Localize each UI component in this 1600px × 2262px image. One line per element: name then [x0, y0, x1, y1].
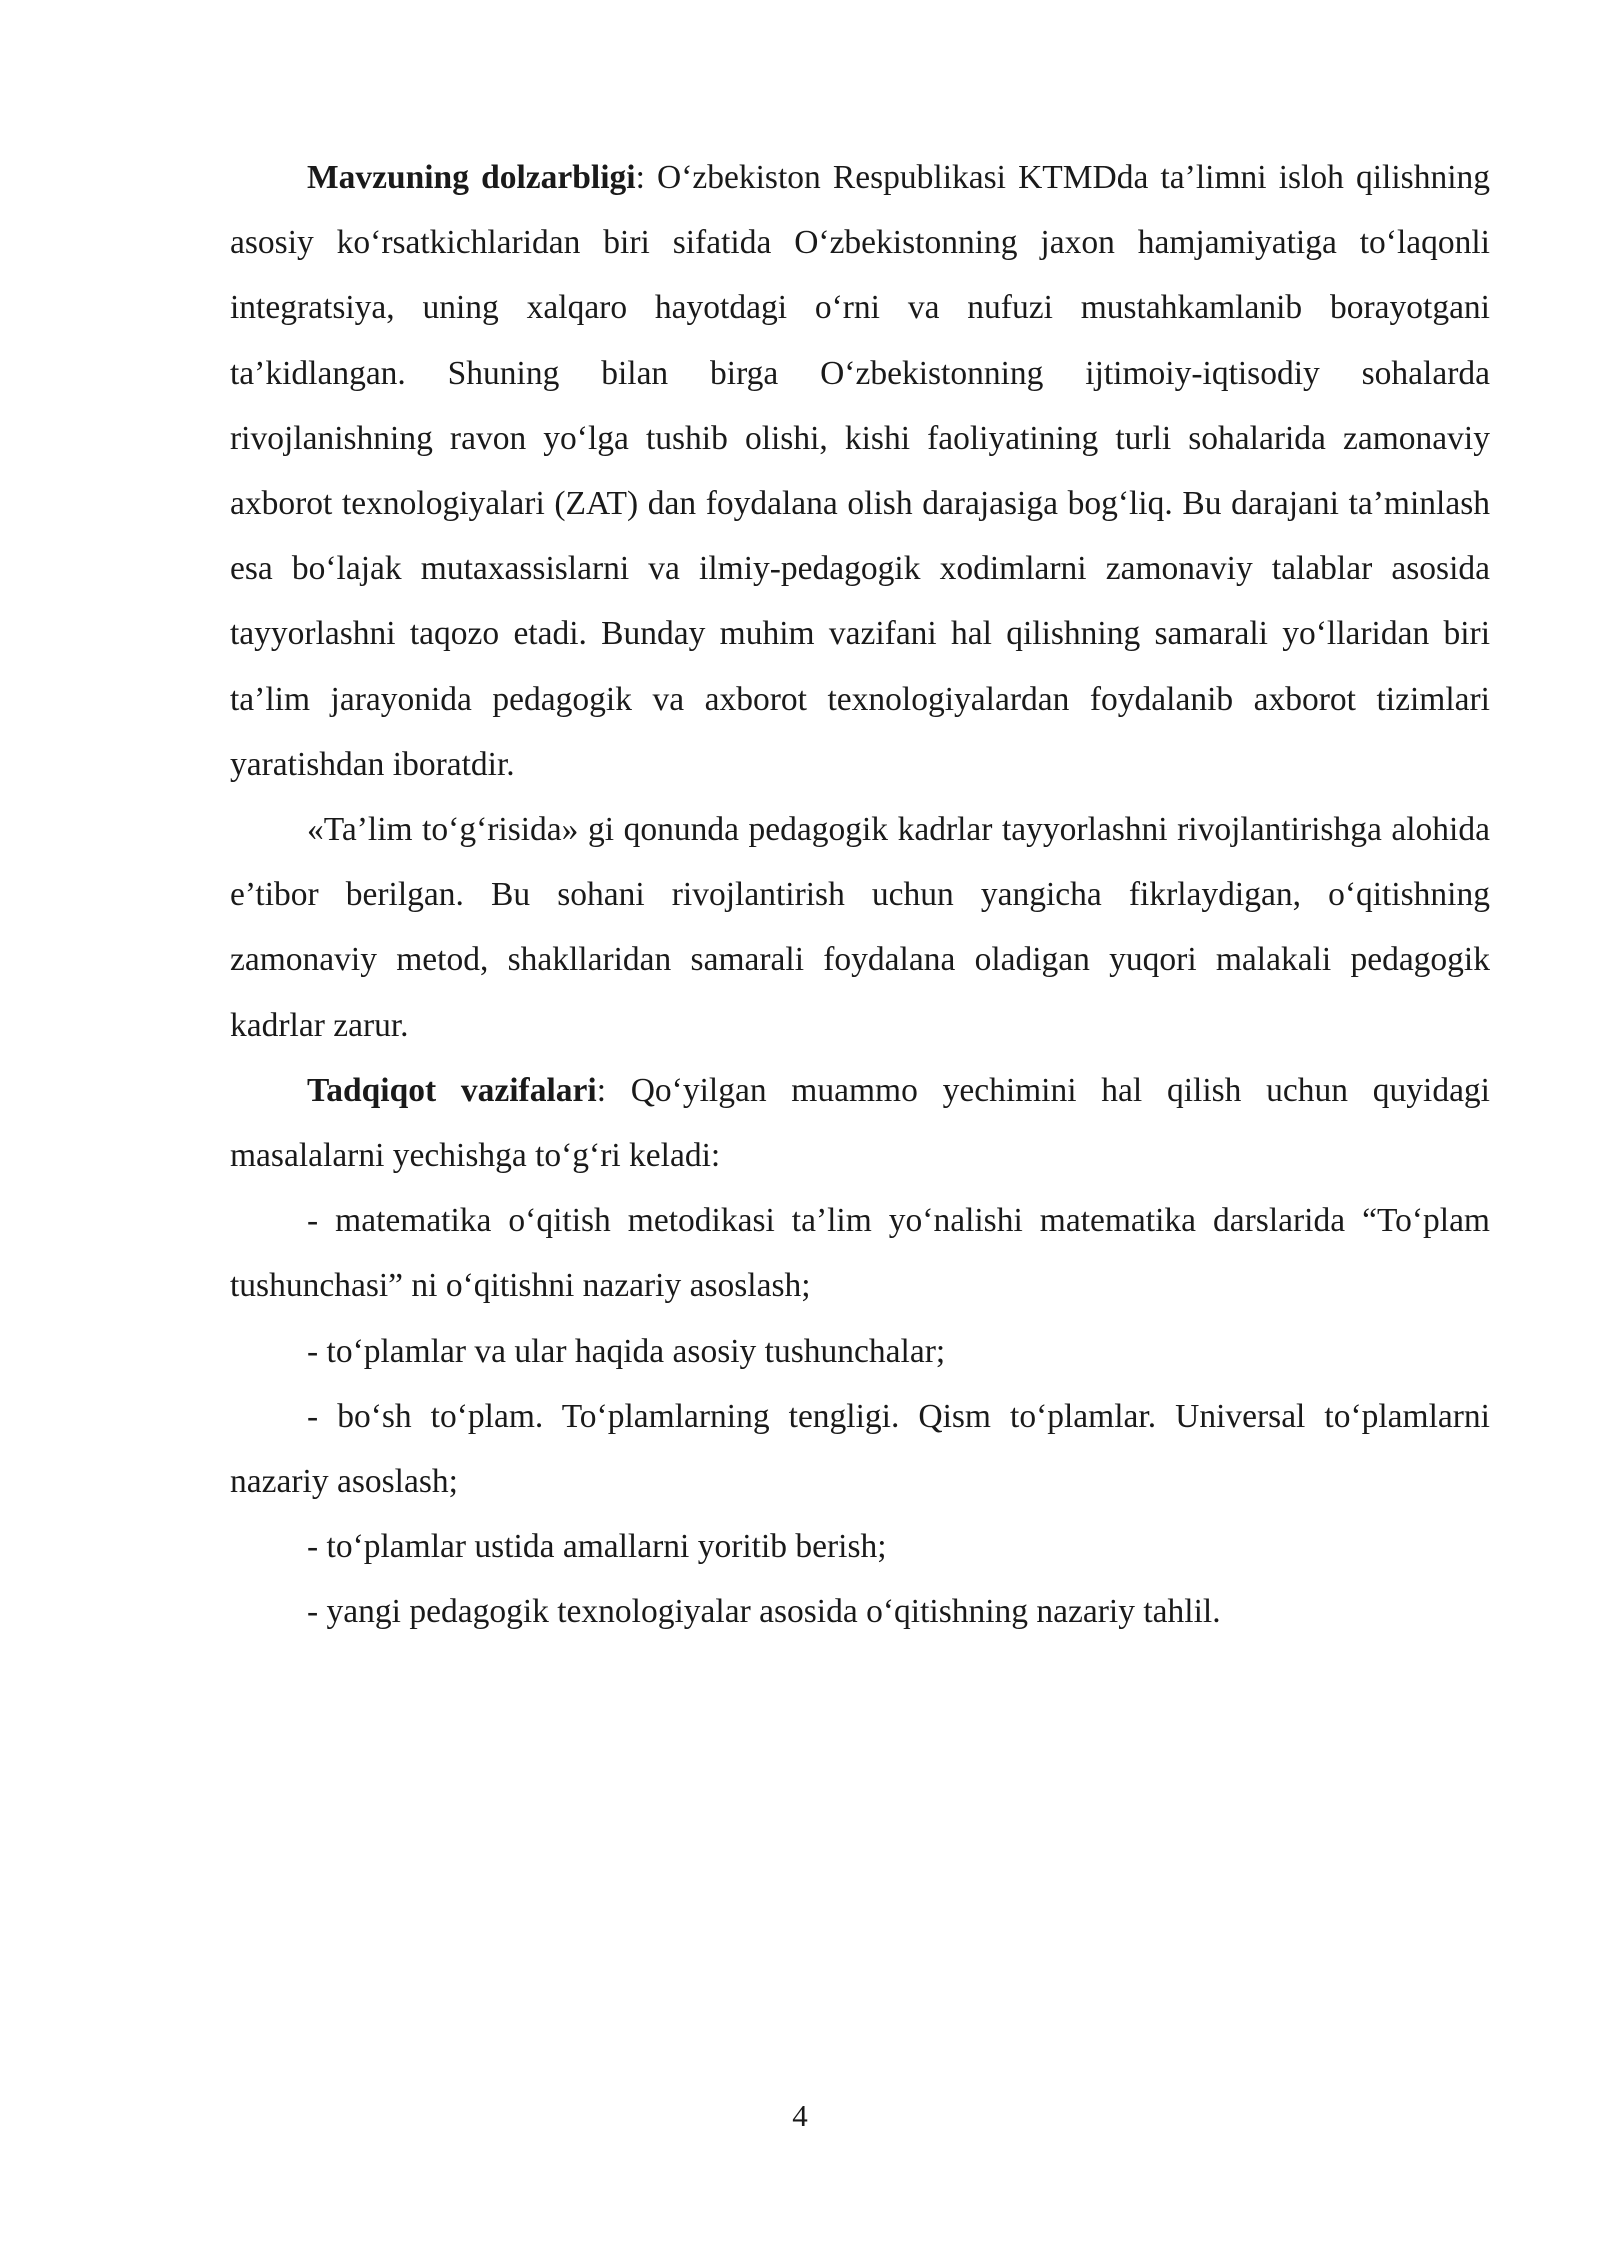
paragraph-text: «Ta’lim to‘g‘risida» gi qonunda pedagogik kadrlar tayyorlashni rivojlantirishga alohida e’tibor berilgan. Bu sohani rivojlantirish uchun yangicha fikrlaydigan, o‘qitishning zamonaviy metod, shakllaridan samarali foydalana oladigan yuqori malakali pedagogik kadrlar zarur. [230, 811, 1490, 1044]
paragraph-law [230, 797, 1490, 1058]
list-item-text: - bo‘sh to‘plam. To‘plamlarning tengligi. Qism to‘plamlar. Universal to‘plamlarni nazariy asoslash; [230, 1397, 1490, 1501]
heading-relevance: Mavzuning dolzarbligi [307, 159, 636, 196]
list-item-task-4 [230, 1514, 1490, 1579]
page-number: 4 [792, 2098, 808, 2133]
list-item-text: - matematika o‘qitish metodikasi ta’lim yo‘nalishi matematika darslarida “To‘plam tushunchasi” ni o‘qitishni nazariy asoslash; [230, 1202, 1490, 1305]
heading-research-tasks: Tadqiqot vazifalari [307, 1071, 597, 1109]
paragraph-text: : Qo‘yilgan muammo yechimini hal qilish uchun quyidagi masalalarni yechishga to‘g‘ri keladi: [230, 1071, 1490, 1175]
list-item-task-5 [230, 1579, 1490, 1644]
paragraph-research-tasks [230, 1058, 1490, 1188]
list-item-task-2 [230, 1319, 1490, 1384]
paragraph-relevance [230, 145, 1490, 797]
list-item-text: - yangi pedagogik texnologiyalar asosida o‘qitishning nazariy tahlil. [307, 1593, 1221, 1631]
list-item-text: - to‘plamlar va ular haqida asosiy tushunchalar; [307, 1332, 946, 1370]
list-item-task-3 [230, 1384, 1490, 1514]
document-body [230, 145, 1490, 1645]
paragraph-text: : O‘zbekiston Respublikasi KTMDda ta’limni isloh qilishning asosiy ko‘rsatkichlaridan biri sifatida O‘zbekistonning jaxon hamjamiyatiga to‘laqonli integratsiya, uning xalqaro hayotdagi o‘rni va nufuzi mustahkamlanib borayotgani ta’kidlangan. Shuning bilan birga O‘zbekistonning ijtimoiy-iqtisodiy sohalarda rivojlanishning ravon yo‘lga tushib olishi, kishi faoliyatining turli sohalarida zamonaviy axborot texnologiyalari (ZAT) dan foydalana olish darajasiga bog‘liq. Bu darajani ta’minlash esa bo‘lajak mutaxassislarni va ilmiy-pedagogik xodimlarni zamonaviy talablar asosida tayyorlashni taqozo etadi. Bunday muhim vazifani hal qilishning samarali yo‘llaridan biri ta’lim jarayonida pedagogik va axborot texnologiyalardan foydalanib axborot tizimlari yaratishdan iboratdir. [230, 159, 1490, 783]
list-item-task-1 [230, 1188, 1490, 1318]
list-item-text: - to‘plamlar ustida amallarni yoritib berish; [307, 1528, 887, 1566]
